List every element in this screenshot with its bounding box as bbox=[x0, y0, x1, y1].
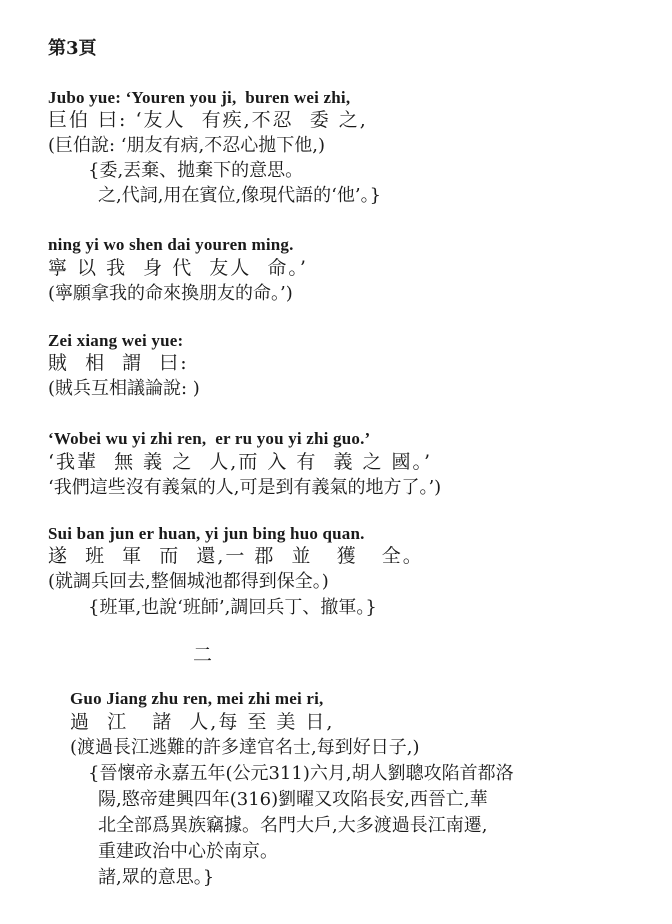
translation-line: (巨伯說: ‘朋友有病,不忍心拋下他,) bbox=[48, 135, 325, 156]
note-line: 陽,愍帝建興四年(316)劉曜又攻陷長安,西晉亡,華 bbox=[98, 789, 488, 810]
pinyin-line: Sui ban jun er huan, yi jun bing huo quan. bbox=[48, 524, 365, 543]
pinyin-line: Guo Jiang zhu ren, mei zhi mei ri, bbox=[70, 689, 324, 708]
page-header: 第3頁 bbox=[48, 38, 97, 59]
chinese-line: 過 江 諸 人,每 至 美 日, bbox=[70, 711, 335, 733]
translation-line: ‘我們這些沒有義氣的人,可是到有義氣的地方了。’) bbox=[48, 477, 442, 498]
chinese-line: 遂 班 軍 而 還,一 郡 並 獲 全。 bbox=[48, 545, 424, 567]
note-line: {班軍,也說‘班師’,調回兵丁、撤軍。} bbox=[88, 597, 377, 618]
translation-line: (就調兵回去,整個城池都得到保全。) bbox=[48, 571, 329, 592]
translation-line: (渡過長江逃難的許多達官名士,每到好日子,) bbox=[70, 737, 420, 758]
note-line: {委,丟棄、拋棄下的意思。 bbox=[88, 160, 304, 181]
section-number: 二 bbox=[193, 644, 213, 666]
pinyin-line: ‘Wobei wu yi zhi ren, er ru you yi zhi guo.’ bbox=[48, 429, 371, 448]
pinyin-line: Zei xiang wei yue: bbox=[48, 331, 184, 350]
pinyin-line: ning yi wo shen dai youren ming. bbox=[48, 235, 294, 254]
note-line: 重建政治中心於南京。 bbox=[98, 841, 278, 862]
chinese-line: ‘我輩 無 義 之 人,而 入 有 義 之 國。’ bbox=[48, 451, 433, 473]
pinyin-line: Jubo yue: ‘Youren you ji, buren wei zhi, bbox=[48, 88, 351, 107]
translation-line: (寧願拿我的命來換朋友的命。’) bbox=[48, 283, 293, 304]
chinese-line: 巨伯 曰: ‘友人 有疾,不忍 委 之, bbox=[48, 109, 368, 131]
note-line: {晉懷帝永嘉五年(公元311)六月,胡人劉聰攻陷首都洛 bbox=[88, 763, 514, 784]
note-line: 之,代詞,用在賓位,像現代語的‘他’。} bbox=[98, 185, 382, 206]
chinese-line: 寧 以 我 身 代 友人 命。’ bbox=[48, 257, 308, 279]
note-line: 北全部爲異族竊據。名門大戶,大多渡過長江南遷, bbox=[98, 815, 488, 836]
translation-line: (賊兵互相議論說: ) bbox=[48, 378, 200, 399]
note-line: 諸,眾的意思。} bbox=[98, 867, 215, 888]
chinese-line: 賊 相 謂 曰: bbox=[48, 352, 189, 374]
